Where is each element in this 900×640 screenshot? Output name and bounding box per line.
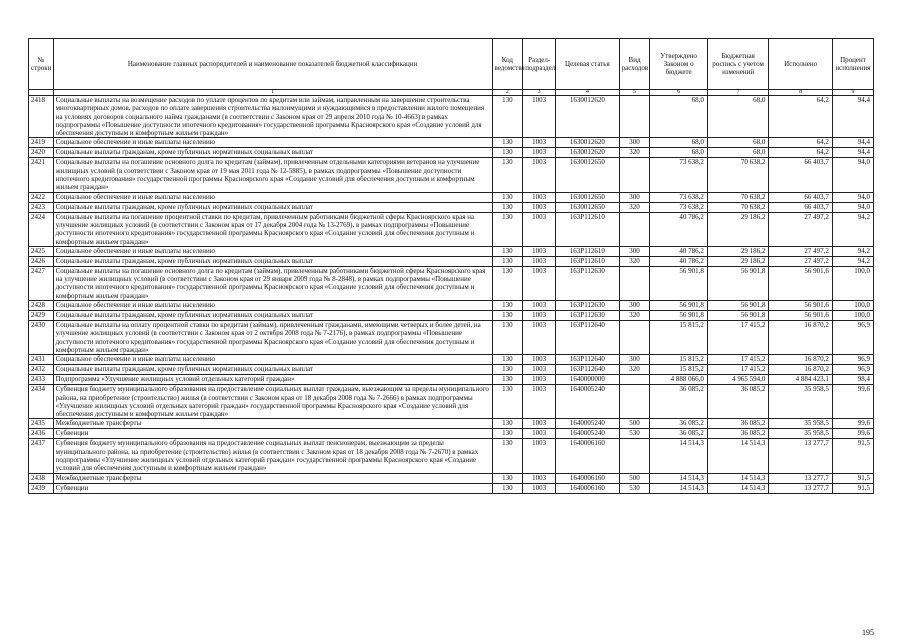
table-row — [29, 375, 874, 385]
row-target-article: 163Р112640 — [556, 365, 620, 375]
table-row — [29, 256, 874, 266]
row-name: Социальное обеспечение и иные выплаты населению — [53, 355, 492, 365]
row-target-article: 1640005240 — [556, 429, 620, 439]
row-executed: 56 901,6 — [769, 301, 833, 311]
row-budget: 4 965 594,0 — [707, 375, 769, 385]
row-executed: 4 884 423,1 — [769, 375, 833, 385]
row-ved: 130 — [492, 246, 523, 256]
row-name: Межбюджетные трансферты — [53, 419, 492, 429]
row-approved: 36 085,2 — [650, 429, 707, 439]
row-name: Социальные выплаты на погашение процентной ставки по кредитам, привлеченным работниками бюджетной сферы Красноярского края на улучшение жилищных условий (в соответствии с Законом края от 17 декабря 2004 года № 13-2769), в рамках подпрограммы «Повышение доступности ипотечного кредитования» государственной программы Красноярского края «Создание условий для обеспечения доступным и комфортным жильем граждан» — [53, 212, 492, 246]
row-name: Социальное обеспечение и иные выплаты населению — [53, 192, 492, 202]
colnum: 8 — [769, 90, 833, 96]
row-approved: 56 901,8 — [650, 266, 707, 300]
row-percent: 94,0 — [832, 202, 873, 212]
row-executed: 64,2 — [769, 148, 833, 158]
row-name: Социальное обеспечение и иные выплаты населению — [53, 301, 492, 311]
row-number: 2430 — [29, 321, 54, 355]
row-ved: 130 — [492, 202, 523, 212]
table-row — [29, 246, 874, 256]
row-number: 2438 — [29, 473, 54, 483]
row-ved: 130 — [492, 429, 523, 439]
row-number: 2424 — [29, 212, 54, 246]
row-percent: 99,6 — [832, 429, 873, 439]
colnum: 6 — [650, 90, 707, 96]
row-expense-type: 300 — [619, 301, 650, 311]
table-row — [29, 439, 874, 473]
row-expense-type — [619, 439, 650, 473]
row-percent: 99,6 — [832, 385, 873, 419]
row-expense-type: 500 — [619, 473, 650, 483]
row-name: Подпрограмма «Улучшение жилищных условий отдельных категорий граждан» — [53, 375, 492, 385]
row-name: Социальное обеспечение и иные выплаты населению — [53, 138, 492, 148]
row-number: 2432 — [29, 365, 54, 375]
row-ved: 130 — [492, 419, 523, 429]
row-budget: 17 415,2 — [707, 355, 769, 365]
row-approved: 36 085,2 — [650, 419, 707, 429]
row-razdel: 1003 — [523, 301, 556, 311]
colnum: 9 — [832, 90, 873, 96]
row-target-article: 1630012620 — [556, 148, 620, 158]
row-budget: 29 186,2 — [707, 212, 769, 246]
row-percent: 94,4 — [832, 148, 873, 158]
header-bud: Бюджетная роспись с учетом изменений — [707, 39, 769, 90]
row-razdel: 1003 — [523, 148, 556, 158]
row-budget: 68,0 — [707, 138, 769, 148]
table-row — [29, 148, 874, 158]
row-executed: 27 497,2 — [769, 212, 833, 246]
row-percent: 100,0 — [832, 311, 873, 321]
row-approved: 73 638,2 — [650, 202, 707, 212]
colnum: 3 — [523, 90, 556, 96]
table-row — [29, 301, 874, 311]
row-razdel: 1003 — [523, 158, 556, 192]
row-razdel: 1003 — [523, 246, 556, 256]
colnum: 1 — [53, 90, 492, 96]
row-percent: 98,4 — [832, 375, 873, 385]
row-name: Социальное обеспечение и иные выплаты населению — [53, 246, 492, 256]
row-budget: 17 415,2 — [707, 321, 769, 355]
row-target-article: 163Р112640 — [556, 355, 620, 365]
row-budget: 17 415,2 — [707, 365, 769, 375]
row-expense-type — [619, 375, 650, 385]
row-target-article: 163Р112610 — [556, 246, 620, 256]
row-ved: 130 — [492, 365, 523, 375]
row-ved: 130 — [492, 385, 523, 419]
header-vr: Вид расходов — [619, 39, 650, 90]
row-executed: 27 497,2 — [769, 256, 833, 266]
row-expense-type: 300 — [619, 192, 650, 202]
row-razdel: 1003 — [523, 192, 556, 202]
row-percent: 94,0 — [832, 192, 873, 202]
row-razdel: 1003 — [523, 439, 556, 473]
row-number: 2428 — [29, 301, 54, 311]
row-percent: 94,2 — [832, 212, 873, 246]
row-approved: 56 901,8 — [650, 311, 707, 321]
row-approved: 36 085,2 — [650, 385, 707, 419]
row-ved: 130 — [492, 439, 523, 473]
row-name: Социальные выплаты на погашение основного долга по кредитам (займам), привлеченным работниками бюджетной сферы Красноярского края на улучшение жилищных условий (в соответствии с Законом края от 29 января 2009 года № 8-2848), в рамках подпрограммы «Повышение доступности ипотечного кредитования» государственной программы Красноярского края «Создание условий для обеспечения доступным и комфортным жильем граждан» — [53, 266, 492, 300]
table-row — [29, 419, 874, 429]
row-percent: 100,0 — [832, 266, 873, 300]
row-budget: 56 901,8 — [707, 301, 769, 311]
row-number: 2433 — [29, 375, 54, 385]
row-executed: 66 403,7 — [769, 202, 833, 212]
row-name: Субвенции — [53, 483, 492, 493]
row-expense-type — [619, 266, 650, 300]
row-budget: 14 514,3 — [707, 483, 769, 493]
row-percent: 91,5 — [832, 439, 873, 473]
row-expense-type — [619, 96, 650, 138]
row-budget: 14 514,3 — [707, 439, 769, 473]
row-name: Социальные выплаты на погашение основного долга по кредитам (займам), привлеченным отдельными категориями ветеранов на улучшение жилищных условий (в соответствии с Законом края от 19 мая 2011 года № 12-5885), в рамках подпрограммы «Повышение доступности ипотечного кредитования» государственной программы Красноярского края «Создание условий для обеспечения доступным и комфортным жильем граждан» — [53, 158, 492, 192]
row-percent: 94,0 — [832, 158, 873, 192]
row-approved: 73 638,2 — [650, 192, 707, 202]
row-razdel: 1003 — [523, 355, 556, 365]
colnum: 4 — [556, 90, 620, 96]
row-approved: 14 514,3 — [650, 483, 707, 493]
row-executed: 35 958,5 — [769, 385, 833, 419]
row-ved: 130 — [492, 321, 523, 355]
row-ved: 130 — [492, 212, 523, 246]
row-razdel: 1003 — [523, 138, 556, 148]
row-executed: 13 277,7 — [769, 473, 833, 483]
row-expense-type — [619, 212, 650, 246]
row-expense-type: 300 — [619, 355, 650, 365]
row-name: Социальные выплаты гражданам, кроме публичных нормативных социальных выплат — [53, 148, 492, 158]
row-percent: 96,9 — [832, 365, 873, 375]
row-number: 2426 — [29, 256, 54, 266]
row-target-article: 1630012650 — [556, 158, 620, 192]
row-name: Субвенция бюджету муниципального образования на предоставление социальных выплат пенсионерам, выезжающим за пределы муниципального района, на приобретение (строительство) жилья (в соответствии с Законом края от 18 декабря 2008 года № 7-2670) в рамках подпрограммы «Улучшение жилищных условий отдельных категорий граждан» государственной программы Красноярского края «Создание условий для обеспечения доступным и комфортным жильем граждан» — [53, 439, 492, 473]
colnum: 2 — [492, 90, 523, 96]
row-expense-type: 530 — [619, 483, 650, 493]
header-cs: Целевая статья — [556, 39, 620, 90]
table-row — [29, 365, 874, 375]
row-budget: 36 085,2 — [707, 429, 769, 439]
row-approved: 73 638,2 — [650, 158, 707, 192]
budget-table — [28, 38, 874, 494]
row-approved: 68,0 — [650, 138, 707, 148]
table-row — [29, 192, 874, 202]
row-target-article: 163Р112610 — [556, 212, 620, 246]
row-percent: 96,9 — [832, 355, 873, 365]
row-budget: 68,0 — [707, 96, 769, 138]
table-row — [29, 311, 874, 321]
row-budget: 29 186,2 — [707, 246, 769, 256]
row-name: Социальные выплаты на возмещение расходов по уплате процентов по кредитам или займам, направленным на завершение строительства многоквартирных домов, расходов по оплате завершения строительства малоимущими и нуждающимися в предоставлении жилого помещения на условиях договоров социального найма гражданами (в соответствии с Законом края от 29 апреля 2010 года № 10-4663) в рамках подпрограммы «Повышение доступности ипотечного кредитования» государственной программы Красноярского края «Создание условий для обеспечения доступным и комфортным жильем граждан» — [53, 96, 492, 138]
header-name: Наименование главных распорядителей и наименование показателей бюджетной классификации — [53, 39, 492, 90]
row-ved: 130 — [492, 355, 523, 365]
row-ved: 130 — [492, 256, 523, 266]
row-executed: 66 403,7 — [769, 192, 833, 202]
row-target-article: 163Р112610 — [556, 256, 620, 266]
row-razdel: 1003 — [523, 256, 556, 266]
row-number: 2431 — [29, 355, 54, 365]
row-expense-type — [619, 385, 650, 419]
row-executed: 16 870,2 — [769, 365, 833, 375]
row-executed: 35 958,5 — [769, 429, 833, 439]
row-budget: 56 901,8 — [707, 311, 769, 321]
row-approved: 40 786,2 — [650, 256, 707, 266]
row-target-article: 1630012620 — [556, 96, 620, 138]
row-budget: 70 638,2 — [707, 158, 769, 192]
table-header — [29, 39, 874, 96]
row-target-article: 1640006160 — [556, 473, 620, 483]
table-row — [29, 138, 874, 148]
row-razdel: 1003 — [523, 365, 556, 375]
header-ved: Код ведомства — [492, 39, 523, 90]
row-ved: 130 — [492, 483, 523, 493]
row-razdel: 1003 — [523, 311, 556, 321]
row-ved: 130 — [492, 148, 523, 158]
row-razdel: 1003 — [523, 419, 556, 429]
row-percent: 96,9 — [832, 321, 873, 355]
row-number: 2436 — [29, 429, 54, 439]
row-executed: 64,2 — [769, 96, 833, 138]
row-expense-type: 300 — [619, 246, 650, 256]
row-number: 2421 — [29, 158, 54, 192]
row-budget: 70 638,2 — [707, 192, 769, 202]
row-ved: 130 — [492, 138, 523, 148]
row-budget: 36 085,2 — [707, 385, 769, 419]
row-target-article: 163Р112630 — [556, 301, 620, 311]
row-budget: 14 514,3 — [707, 473, 769, 483]
row-approved: 15 815,2 — [650, 365, 707, 375]
row-ved: 130 — [492, 375, 523, 385]
table-row — [29, 202, 874, 212]
row-razdel: 1003 — [523, 202, 556, 212]
row-number: 2429 — [29, 311, 54, 321]
header-no: № строки — [29, 39, 54, 90]
row-expense-type: 320 — [619, 311, 650, 321]
header-isp: Исполнено — [769, 39, 833, 90]
row-approved: 40 786,2 — [650, 246, 707, 256]
page-number: 195 — [862, 628, 874, 637]
row-number: 2423 — [29, 202, 54, 212]
row-executed: 16 870,2 — [769, 321, 833, 355]
table-row — [29, 483, 874, 493]
row-number: 2437 — [29, 439, 54, 473]
row-approved: 14 514,3 — [650, 473, 707, 483]
row-name: Межбюджетные трансферты — [53, 473, 492, 483]
row-number: 2435 — [29, 419, 54, 429]
row-expense-type: 530 — [619, 429, 650, 439]
row-target-article: 1640006160 — [556, 483, 620, 493]
row-target-article: 1640000000 — [556, 375, 620, 385]
table-body — [29, 96, 874, 494]
row-approved: 56 901,8 — [650, 301, 707, 311]
row-approved: 4 888 066,0 — [650, 375, 707, 385]
table-row — [29, 321, 874, 355]
row-name: Социальные выплаты на оплату процентной ставки по кредитам (займам), привлеченным гражданами, имеющими четверых и более детей, на улучшение жилищных условий (в соответствии с Законом края от 2 октября 2008 года № 7-2176), в рамках подпрограммы «Повышение доступности ипотечного кредитования» государственной программы Красноярского края «Создание условий для обеспечения доступным и комфортным жильем граждан» — [53, 321, 492, 355]
row-number: 2422 — [29, 192, 54, 202]
table-row — [29, 385, 874, 419]
row-target-article: 1640006160 — [556, 439, 620, 473]
table-row — [29, 355, 874, 365]
row-razdel: 1003 — [523, 473, 556, 483]
row-razdel: 1003 — [523, 429, 556, 439]
row-expense-type — [619, 321, 650, 355]
header-razdel: Раздел-подраздел — [523, 39, 556, 90]
row-name: Социальные выплаты гражданам, кроме публичных нормативных социальных выплат — [53, 202, 492, 212]
row-executed: 56 901,6 — [769, 266, 833, 300]
row-target-article: 1630012650 — [556, 202, 620, 212]
row-executed: 16 870,2 — [769, 355, 833, 365]
row-expense-type: 500 — [619, 419, 650, 429]
row-name: Социальные выплаты гражданам, кроме публичных нормативных социальных выплат — [53, 311, 492, 321]
row-percent: 94,4 — [832, 138, 873, 148]
row-number: 2419 — [29, 138, 54, 148]
row-number: 2420 — [29, 148, 54, 158]
row-razdel: 1003 — [523, 96, 556, 138]
row-expense-type: 320 — [619, 202, 650, 212]
row-name: Социальные выплаты гражданам, кроме публичных нормативных социальных выплат — [53, 365, 492, 375]
row-budget: 36 085,2 — [707, 419, 769, 429]
row-name: Субвенции — [53, 429, 492, 439]
row-target-article: 1630012650 — [556, 192, 620, 202]
row-approved: 40 786,2 — [650, 212, 707, 246]
row-approved: 14 514,3 — [650, 439, 707, 473]
row-expense-type: 320 — [619, 365, 650, 375]
row-expense-type: 300 — [619, 138, 650, 148]
row-razdel: 1003 — [523, 375, 556, 385]
row-ved: 130 — [492, 311, 523, 321]
table-row — [29, 429, 874, 439]
row-budget: 70 638,2 — [707, 202, 769, 212]
row-target-article: 1640005240 — [556, 419, 620, 429]
row-percent: 94,2 — [832, 256, 873, 266]
table-row — [29, 158, 874, 192]
row-target-article: 163Р112640 — [556, 321, 620, 355]
row-ved: 130 — [492, 158, 523, 192]
row-executed: 35 958,5 — [769, 419, 833, 429]
row-ved: 130 — [492, 192, 523, 202]
row-ved: 130 — [492, 266, 523, 300]
row-budget: 68,0 — [707, 148, 769, 158]
row-razdel: 1003 — [523, 483, 556, 493]
row-razdel: 1003 — [523, 385, 556, 419]
row-razdel: 1003 — [523, 266, 556, 300]
row-expense-type: 320 — [619, 148, 650, 158]
row-number: 2418 — [29, 96, 54, 138]
row-executed: 13 277,7 — [769, 483, 833, 493]
row-percent: 94,2 — [832, 246, 873, 256]
row-approved: 68,0 — [650, 148, 707, 158]
row-percent: 99,6 — [832, 419, 873, 429]
row-percent: 91,5 — [832, 473, 873, 483]
header-pct: Процент исполнения — [832, 39, 873, 90]
row-number: 2434 — [29, 385, 54, 419]
row-number: 2425 — [29, 246, 54, 256]
row-percent: 94,4 — [832, 96, 873, 138]
colnum: 5 — [619, 90, 650, 96]
row-executed: 64,2 — [769, 138, 833, 148]
row-expense-type: 320 — [619, 256, 650, 266]
row-executed: 13 277,7 — [769, 439, 833, 473]
row-approved: 15 815,2 — [650, 321, 707, 355]
row-target-article: 163Р112630 — [556, 311, 620, 321]
table-row — [29, 96, 874, 138]
row-name: Субвенция бюджету муниципального образования на предоставление социальных выплат гражданам, выезжающим за пределы муниципального района, на приобретение (строительство) жилья (в соответствии с Законом края от 18 декабря 2008 года № 7-2666) в рамках подпрограммы «Улучшение жилищных условий отдельных категорий граждан» государственной программы Красноярского края «Создание условий для обеспечения доступным и комфортным жильем граждан» — [53, 385, 492, 419]
row-percent: 91,5 — [832, 483, 873, 493]
header-utv: Утверждено Законом о бюджете — [650, 39, 707, 90]
row-executed: 27 497,2 — [769, 246, 833, 256]
row-number: 2427 — [29, 266, 54, 300]
row-razdel: 1003 — [523, 321, 556, 355]
colnum: 7 — [707, 90, 769, 96]
row-executed: 56 901,6 — [769, 311, 833, 321]
row-ved: 130 — [492, 473, 523, 483]
row-expense-type — [619, 158, 650, 192]
row-approved: 15 815,2 — [650, 355, 707, 365]
row-number: 2439 — [29, 483, 54, 493]
table-row — [29, 212, 874, 246]
row-target-article: 1630012620 — [556, 138, 620, 148]
row-target-article: 1640005240 — [556, 385, 620, 419]
row-name: Социальные выплаты гражданам, кроме публичных нормативных социальных выплат — [53, 256, 492, 266]
row-budget: 29 186,2 — [707, 256, 769, 266]
row-approved: 68,0 — [650, 96, 707, 138]
table-row — [29, 473, 874, 483]
row-executed: 66 403,7 — [769, 158, 833, 192]
row-target-article: 163Р112630 — [556, 266, 620, 300]
row-razdel: 1003 — [523, 212, 556, 246]
row-ved: 130 — [492, 301, 523, 311]
row-percent: 100,0 — [832, 301, 873, 311]
table-row — [29, 266, 874, 300]
row-budget: 56 901,8 — [707, 266, 769, 300]
row-ved: 130 — [492, 96, 523, 138]
